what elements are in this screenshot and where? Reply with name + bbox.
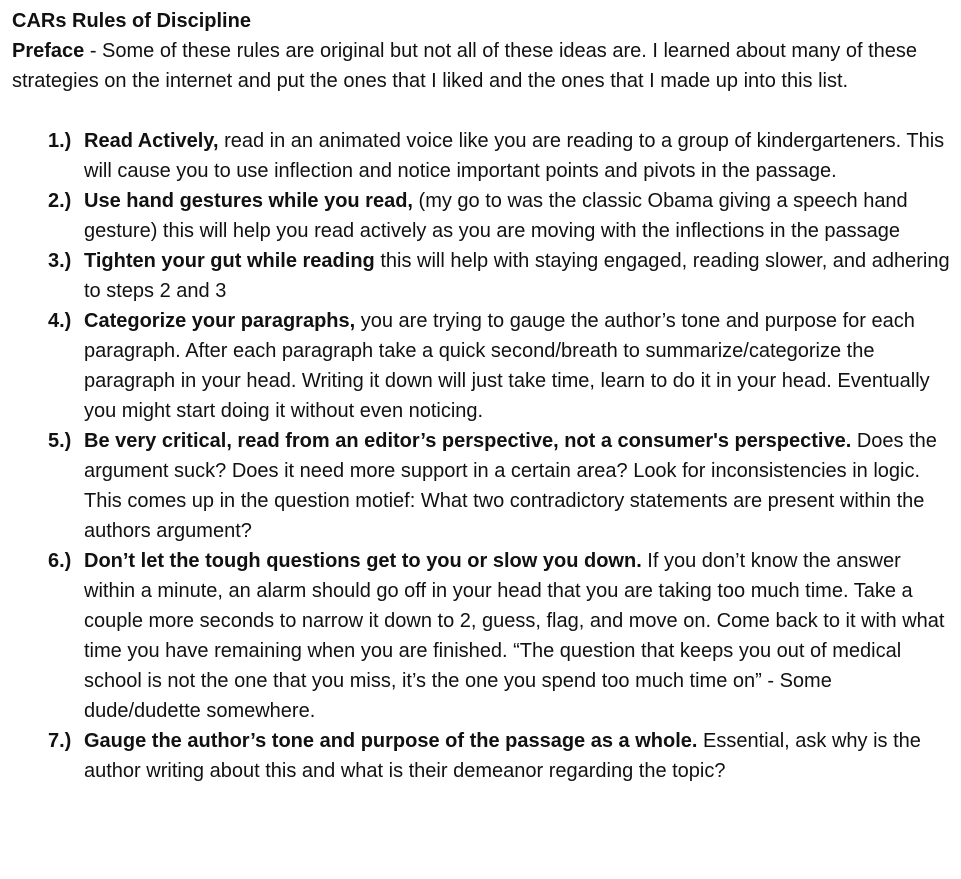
rule-body: read in an animated voice like you are reading to a group of kindergarteners. This will cause you to use inflection and notice important points and pivots in the passage. <box>84 130 945 182</box>
rule-body: If you don’t know the answer within a minute, an alarm should go off in your head that you are taking too much time. Take a couple more seconds to narrow it down to 2, guess, flag, and move on. Come back to it with what time you have remaining when you are finished. “The question that keeps you out of medical school is not the one that you miss, it’s the one you spend too much time on” - Some dude/dudette somewhere. <box>84 550 945 722</box>
rule-number: 6.) <box>48 550 72 572</box>
rule-number: 2.) <box>48 190 72 212</box>
rule-number: 5.) <box>48 430 72 452</box>
rule-item <box>12 726 952 786</box>
rule-number: 3.) <box>48 250 72 272</box>
rule-heading: Don’t let the tough questions get to you or slow you down. <box>84 550 642 572</box>
rule-number: 7.) <box>48 730 72 752</box>
preface-label: Preface <box>12 40 85 62</box>
rule-item <box>12 186 952 246</box>
rule-heading: Tighten your gut while reading <box>84 250 375 272</box>
blank-line <box>12 96 952 126</box>
rule-number: 4.) <box>48 310 72 332</box>
preface-text: - Some of these rules are original but not all of these ideas are. I learned about many of these strategies on the internet and put the ones that I liked and the ones that I made up into this list. <box>12 40 917 92</box>
rule-number: 1.) <box>48 130 72 152</box>
rule-body: Does the argument suck? Does it need more support in a certain area? Look for inconsistencies in logic. This comes up in the question motief: What two contradictory statements are present within the authors argument? <box>84 430 937 542</box>
rule-body: you are trying to gauge the author’s tone and purpose for each paragraph. After each paragraph take a quick second/breath to summarize/categorize the paragraph in your head. Writing it down will just take time, learn to do it in your head. Eventually you might start doing it without even noticing. <box>84 310 930 422</box>
rule-heading: Be very critical, read from an editor’s perspective, not a consumer's perspective. <box>84 430 852 452</box>
rule-item <box>12 126 952 186</box>
rule-item <box>12 246 952 306</box>
rules-list <box>12 126 952 786</box>
rule-body: Essential, ask why is the author writing about this and what is their demeanor regarding the topic? <box>84 730 921 782</box>
preface-paragraph <box>12 36 947 96</box>
rule-body: (my go to was the classic Obama giving a speech hand gesture) this will help you read actively as you are moving with the inflections in the passage <box>84 190 908 242</box>
rule-body: this will help with staying engaged, reading slower, and adhering to steps 2 and 3 <box>84 250 950 302</box>
document-title: CARs Rules of Discipline <box>12 10 251 32</box>
rule-heading: Use hand gestures while you read, <box>84 190 413 212</box>
rule-heading: Gauge the author’s tone and purpose of the passage as a whole. <box>84 730 698 752</box>
rule-item <box>12 306 952 426</box>
rule-item <box>12 546 952 726</box>
rule-heading: Categorize your paragraphs, <box>84 310 356 332</box>
rule-heading: Read Actively, <box>84 130 219 152</box>
rule-item <box>12 426 952 546</box>
